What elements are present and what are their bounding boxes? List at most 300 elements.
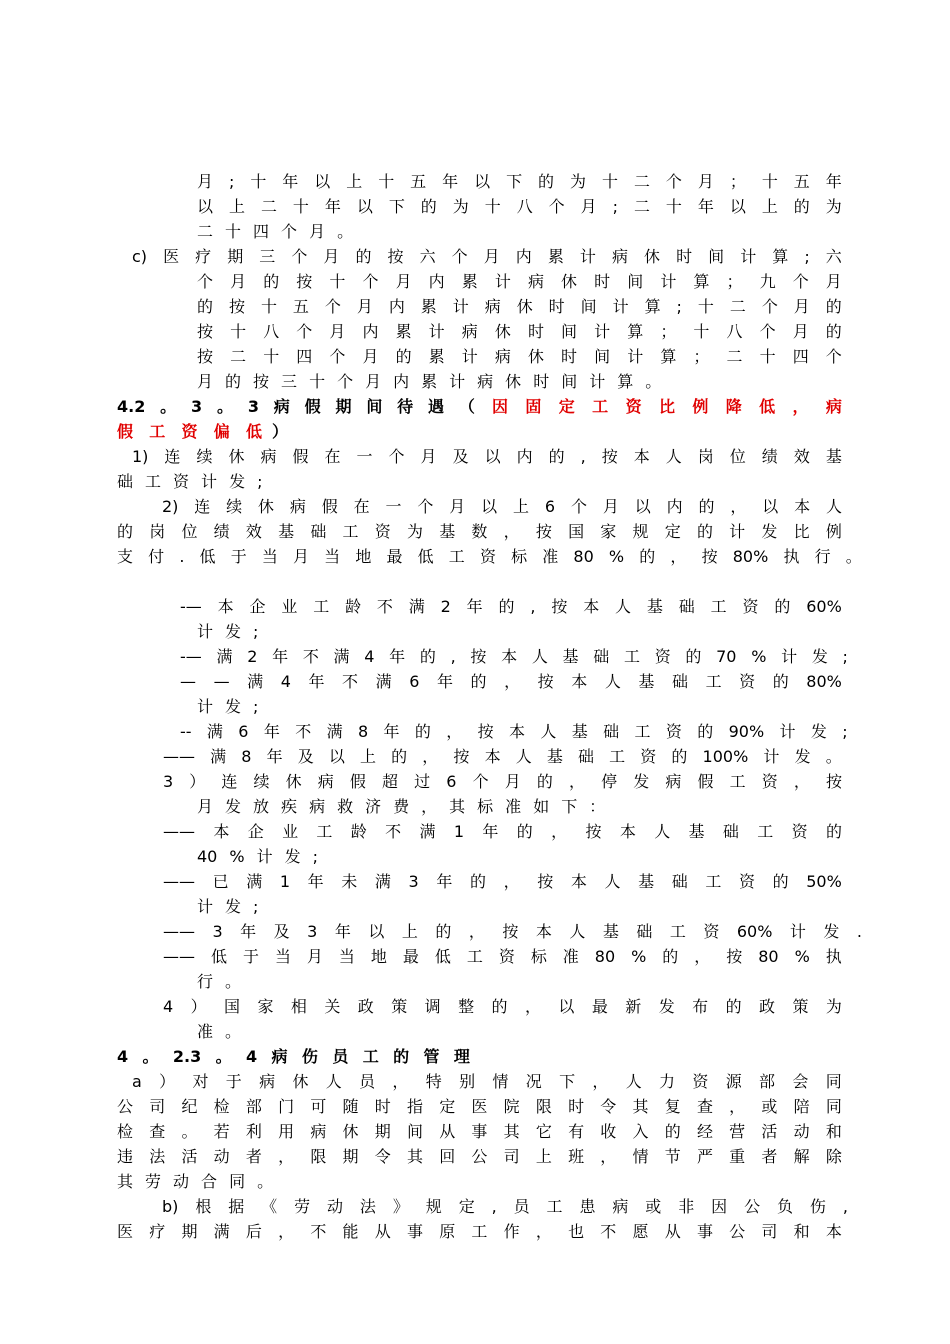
text-token: 的 <box>825 822 842 841</box>
text-token: 时 <box>374 1097 391 1116</box>
text-token: 基 <box>562 647 579 666</box>
text-token: 理 <box>453 1047 470 1066</box>
text-token: 病 <box>825 397 842 416</box>
text-token: 月 <box>309 222 326 241</box>
text-token: 时 <box>676 247 693 266</box>
text-line <box>117 1045 470 1069</box>
text-token: 发 <box>811 647 828 666</box>
text-token: 计 <box>428 322 445 341</box>
text-token: ） <box>159 1072 176 1091</box>
text-line <box>197 845 842 869</box>
text-token: 为 <box>406 522 423 541</box>
text-token: 发 <box>794 747 811 766</box>
text-token: 基 <box>825 447 842 466</box>
text-token: 个 <box>362 272 379 291</box>
text-token: 绩 <box>213 522 230 541</box>
text-token: 8 <box>241 747 252 766</box>
text-token: 为 <box>452 197 469 216</box>
text-token: 当 <box>274 947 291 966</box>
text-token: 。 <box>142 1047 159 1066</box>
text-token: 病 <box>494 347 511 366</box>
text-token: 计 <box>452 297 469 316</box>
text-token: 间 <box>708 247 725 266</box>
text-token: 计 <box>612 297 629 316</box>
text-token: 资 <box>791 822 808 841</box>
text-token: 部 <box>759 1072 776 1091</box>
text-token: 二 <box>633 197 650 216</box>
text-token: 累 <box>428 347 445 366</box>
text-token: 国 <box>568 522 585 541</box>
text-token: 6 <box>544 497 556 516</box>
text-line <box>132 445 842 469</box>
text-token: 情 <box>632 1147 649 1166</box>
text-token: 因 <box>492 397 509 416</box>
text-token: 下 <box>388 197 405 216</box>
text-token: 4.2 <box>117 397 146 416</box>
text-token: 资 <box>640 747 657 766</box>
text-token: ， <box>422 747 439 766</box>
text-token: b) <box>162 1197 179 1216</box>
text-token: 休 <box>527 347 544 366</box>
text-token: 司 <box>503 1147 520 1166</box>
text-token: 个 <box>324 297 341 316</box>
text-token: 发 <box>823 922 840 941</box>
text-token: 况 <box>525 1072 542 1091</box>
text-line <box>197 620 842 644</box>
text-token: 内 <box>516 447 533 466</box>
text-token: 时 <box>533 372 550 391</box>
text-token: 年 <box>307 872 324 891</box>
text-token: , <box>530 597 536 616</box>
text-token: 的 <box>698 497 715 516</box>
text-token: ， <box>446 722 463 741</box>
text-token: 效 <box>793 447 810 466</box>
text-token: 资 <box>742 597 759 616</box>
text-token: 的 <box>793 197 810 216</box>
text-token: ， <box>730 497 747 516</box>
text-token: 累 <box>395 322 412 341</box>
text-token: 十 <box>250 172 267 191</box>
text-token: 按 <box>197 322 214 341</box>
text-token: 休 <box>228 447 245 466</box>
text-line <box>197 345 842 369</box>
text-token: 人 <box>540 722 557 741</box>
text-token: 算 <box>617 372 634 391</box>
text-token: 十 <box>665 197 682 216</box>
text-token: 。 <box>825 747 842 766</box>
text-token: 连 <box>164 447 181 466</box>
text-token: 以 <box>762 497 779 516</box>
text-token: 病 <box>259 1072 276 1091</box>
text-token: 按 <box>585 822 602 841</box>
text-token: 别 <box>459 1072 476 1091</box>
text-token: 例 <box>825 522 842 541</box>
text-token: 若 <box>213 1122 230 1141</box>
text-token: 上 <box>228 197 245 216</box>
text-token: 月 <box>580 197 597 216</box>
text-line <box>197 170 842 194</box>
text-token: 同 <box>825 1072 842 1091</box>
text-token: 月 <box>230 272 247 291</box>
text-token: 间 <box>627 272 644 291</box>
text-token: 支 <box>117 547 134 566</box>
text-token: 十 <box>601 172 618 191</box>
text-token: 按 <box>197 347 214 366</box>
text-token: 月 <box>483 247 500 266</box>
text-token: 累 <box>421 372 438 391</box>
text-token: ， <box>793 772 810 791</box>
text-token: 人 <box>625 1072 642 1091</box>
text-token: 个 <box>417 497 434 516</box>
text-token: 个 <box>759 322 776 341</box>
text-token: 个 <box>296 322 313 341</box>
text-token: 40 <box>197 847 218 866</box>
text-token: 工 <box>710 597 727 616</box>
text-token: 下 <box>561 797 578 816</box>
text-token: 年 <box>436 672 453 691</box>
text-token: ， <box>278 1147 295 1166</box>
text-token: ： <box>589 797 606 816</box>
text-token: 月 <box>504 772 521 791</box>
text-token: 或 <box>645 1197 662 1216</box>
text-token: 同 <box>229 1172 246 1191</box>
text-token: —— <box>163 947 195 966</box>
text-token: 十 <box>329 272 346 291</box>
text-token: 计 <box>197 622 214 641</box>
text-token: ; <box>257 472 263 491</box>
text-token: 按 <box>470 647 487 666</box>
text-token: 。 <box>645 372 662 391</box>
text-token: 月 <box>362 347 379 366</box>
text-token: 工 <box>546 1197 563 1216</box>
text-token: 令 <box>600 1097 617 1116</box>
text-token: 资 <box>498 947 515 966</box>
text-token: 月 <box>329 322 346 341</box>
text-token: 低 <box>434 947 451 966</box>
text-token: 的 <box>225 372 242 391</box>
text-token: 业 <box>281 597 298 616</box>
text-token: 院 <box>503 1097 520 1116</box>
text-token: ; <box>312 847 318 866</box>
text-token: % <box>608 547 625 566</box>
text-token: 假 <box>697 772 714 791</box>
text-token: 60% <box>736 922 773 941</box>
text-token: 家 <box>600 522 617 541</box>
text-token: 的 <box>263 272 280 291</box>
text-token: 的 <box>419 647 436 666</box>
text-token: 的 <box>825 322 842 341</box>
text-token: 满 <box>210 747 227 766</box>
text-token: 八 <box>263 322 280 341</box>
text-token: 计 <box>197 697 214 716</box>
text-token: 《 <box>261 1197 278 1216</box>
text-token: 岗 <box>697 447 714 466</box>
text-token: 十 <box>309 372 326 391</box>
text-token: 情 <box>492 1072 509 1091</box>
text-token: 工 <box>592 397 609 416</box>
text-token: 为 <box>570 172 587 191</box>
text-token: 上 <box>535 1147 552 1166</box>
text-token: 基 <box>646 597 663 616</box>
text-token: 动 <box>327 1197 344 1216</box>
text-token: 工 <box>623 647 640 666</box>
text-token: 事 <box>696 1222 713 1241</box>
text-token: 如 <box>533 797 550 816</box>
text-token: 公 <box>744 1197 761 1216</box>
text-token: 一 <box>356 447 373 466</box>
text-token: 不 <box>342 672 359 691</box>
text-line <box>197 195 842 219</box>
text-token: —— <box>163 922 195 941</box>
text-token: 80 <box>573 547 594 566</box>
text-token: 个 <box>825 347 842 366</box>
text-token: 年 <box>282 172 299 191</box>
text-token: 按 <box>477 722 494 741</box>
text-token: 六 <box>825 247 842 266</box>
text-token: 工 <box>362 1047 379 1066</box>
text-token: 80 <box>594 947 616 966</box>
text-token: 为 <box>825 197 842 216</box>
text-token: 个 <box>665 172 682 191</box>
text-token: 的 <box>685 647 702 666</box>
text-token: 本 <box>619 822 636 841</box>
text-line <box>117 1145 842 1169</box>
text-token: 础 <box>722 822 739 841</box>
text-token: 基 <box>546 747 563 766</box>
text-token: 本 <box>583 597 600 616</box>
text-token: 休 <box>516 297 533 316</box>
text-token: 企 <box>249 597 266 616</box>
text-token: 月 <box>697 172 714 191</box>
text-token: 。 <box>225 1022 242 1041</box>
text-token: 行 <box>814 547 831 566</box>
text-token: 过 <box>414 772 431 791</box>
text-token: 满 <box>206 722 223 741</box>
text-token: 遇 <box>428 397 445 416</box>
text-token: 期 <box>335 397 352 416</box>
text-token: -— <box>180 647 202 666</box>
text-token: 同 <box>825 1097 842 1116</box>
text-line <box>117 1120 842 1144</box>
text-token: 降 <box>725 397 742 416</box>
text-token: ， <box>551 822 568 841</box>
text-token: 特 <box>425 1072 442 1091</box>
text-token: 的 <box>664 1122 681 1141</box>
text-token: 的 <box>772 672 789 691</box>
text-token: 以 <box>197 197 214 216</box>
text-token: 执 <box>783 547 800 566</box>
text-token: 个 <box>792 272 809 291</box>
text-token: 十 <box>225 222 242 241</box>
text-token: 80% <box>732 547 769 566</box>
text-token: 月 <box>323 247 340 266</box>
text-token: , <box>450 647 456 666</box>
text-token: 救 <box>337 797 354 816</box>
text-token: 陪 <box>793 1097 810 1116</box>
text-token: 休 <box>342 1122 359 1141</box>
text-token: 根 <box>195 1197 212 1216</box>
text-token: ， <box>503 872 520 891</box>
text-token: 人 <box>325 1072 342 1091</box>
text-token: 对 <box>192 1072 209 1091</box>
text-line <box>163 945 842 969</box>
text-token: ； <box>729 172 746 191</box>
text-token: 利 <box>245 1122 262 1141</box>
text-token: 五 <box>292 297 309 316</box>
text-token: 的 <box>538 172 555 191</box>
text-line <box>163 745 842 769</box>
text-token: 低 <box>210 947 227 966</box>
text-token: 工 <box>634 722 651 741</box>
text-token: 后 <box>245 1222 262 1241</box>
text-token: 三 <box>259 247 276 266</box>
text-token: 公 <box>471 1147 488 1166</box>
text-token: 年 <box>383 722 400 741</box>
text-line <box>197 970 842 994</box>
text-token: -— <box>180 597 202 616</box>
text-token: 资 <box>739 672 756 691</box>
text-token: 不 <box>385 822 402 841</box>
text-token: 五 <box>793 172 810 191</box>
text-token: 6 <box>238 722 249 741</box>
text-token: （ <box>458 397 475 416</box>
text-token: ， <box>592 1072 609 1091</box>
text-token: 月 <box>197 797 214 816</box>
text-line <box>180 595 842 619</box>
text-token: 未 <box>341 872 358 891</box>
text-token: ） <box>190 997 207 1016</box>
text-token: 负 <box>776 1197 793 1216</box>
text-token: 计 <box>789 922 806 941</box>
text-token: ， <box>670 547 687 566</box>
text-token: 月 <box>197 372 214 391</box>
text-token: 计 <box>781 647 798 666</box>
text-token: 非 <box>678 1197 695 1216</box>
text-token: 病 <box>484 297 501 316</box>
text-token: 于 <box>225 1072 242 1091</box>
text-token: 累 <box>420 297 437 316</box>
text-token: 偏 <box>213 422 230 441</box>
text-token: 3 <box>408 872 419 891</box>
text-token: 4 <box>280 672 291 691</box>
text-token: 发 <box>810 722 827 741</box>
text-token: 九 <box>759 272 776 291</box>
text-token: ， <box>729 1097 746 1116</box>
text-token: 上 <box>401 922 418 941</box>
text-token: 休 <box>561 272 578 291</box>
text-token: 相 <box>290 997 307 1016</box>
text-token: 四 <box>296 347 313 366</box>
text-token: 二 <box>633 172 650 191</box>
text-token: 回 <box>439 1147 456 1166</box>
text-token: 限 <box>535 1097 552 1116</box>
text-token: 累 <box>547 247 564 266</box>
text-token: 计 <box>197 897 214 916</box>
text-token: 计 <box>594 322 611 341</box>
text-token: 月 <box>449 497 466 516</box>
text-token: 休 <box>505 372 522 391</box>
text-token: 法 <box>149 1147 166 1166</box>
text-token: 按 <box>296 272 313 291</box>
text-token: 定 <box>439 1097 456 1116</box>
text-token: 已 <box>212 872 229 891</box>
text-token: ， <box>792 397 809 416</box>
text-token: 八 <box>726 322 743 341</box>
text-token: 二 <box>197 222 214 241</box>
text-token: 入 <box>632 1122 649 1141</box>
text-token: 以 <box>729 197 746 216</box>
text-line <box>197 220 842 244</box>
text-token: 当 <box>324 547 341 566</box>
text-token: 当 <box>338 947 355 966</box>
text-token: 月 <box>293 547 310 566</box>
text-line <box>197 895 842 919</box>
text-token: 最 <box>591 997 608 1016</box>
text-token: 最 <box>386 547 403 566</box>
text-token: 复 <box>664 1097 681 1116</box>
text-line <box>180 720 848 744</box>
text-token: , <box>842 1197 848 1216</box>
text-token: 础 <box>678 597 695 616</box>
text-token: 下 <box>506 172 523 191</box>
text-token: c) <box>132 247 148 266</box>
text-token: 按 <box>535 522 552 541</box>
text-token: 续 <box>253 772 270 791</box>
text-token: 发 <box>284 847 301 866</box>
text-token: 从 <box>664 1222 681 1241</box>
text-token: 患 <box>579 1197 596 1216</box>
text-token: 十 <box>693 322 710 341</box>
text-token: 的 <box>391 747 408 766</box>
text-token: 愿 <box>632 1222 649 1241</box>
text-token: 工 <box>471 1222 488 1241</box>
text-token: 假 <box>304 397 321 416</box>
text-token: 标 <box>530 947 547 966</box>
text-token: 休 <box>292 1072 309 1091</box>
text-token: 费 <box>393 797 410 816</box>
text-line <box>117 395 475 419</box>
text-token: 。 <box>216 397 233 416</box>
text-token: 计 <box>589 372 606 391</box>
text-token: 。 <box>257 1172 274 1191</box>
text-token: 满 <box>326 722 343 741</box>
text-token: 资 <box>374 522 391 541</box>
text-token: 人 <box>665 447 682 466</box>
text-token: 事 <box>406 1222 423 1241</box>
text-token: 算 <box>772 247 789 266</box>
text-token: 的 <box>774 597 791 616</box>
text-line <box>162 1195 848 1219</box>
text-token: 以 <box>474 172 491 191</box>
text-token: 不 <box>600 1222 617 1241</box>
text-token: 病 <box>527 272 544 291</box>
text-token: 疗 <box>195 247 212 266</box>
text-token: 间 <box>561 322 578 341</box>
text-token: 作 <box>503 1222 520 1241</box>
text-token: 营 <box>729 1122 746 1141</box>
text-token: 它 <box>535 1122 552 1141</box>
text-token: 当 <box>261 547 278 566</box>
text-token: 的 <box>825 297 842 316</box>
text-line <box>180 645 848 669</box>
text-token: 国 <box>224 997 241 1016</box>
text-token: 月 <box>420 447 437 466</box>
text-token: 的 <box>435 922 452 941</box>
text-token: 者 <box>245 1147 262 1166</box>
text-token: 力 <box>659 1072 676 1091</box>
text-token: 人 <box>604 672 621 691</box>
text-token: 以 <box>314 172 331 191</box>
